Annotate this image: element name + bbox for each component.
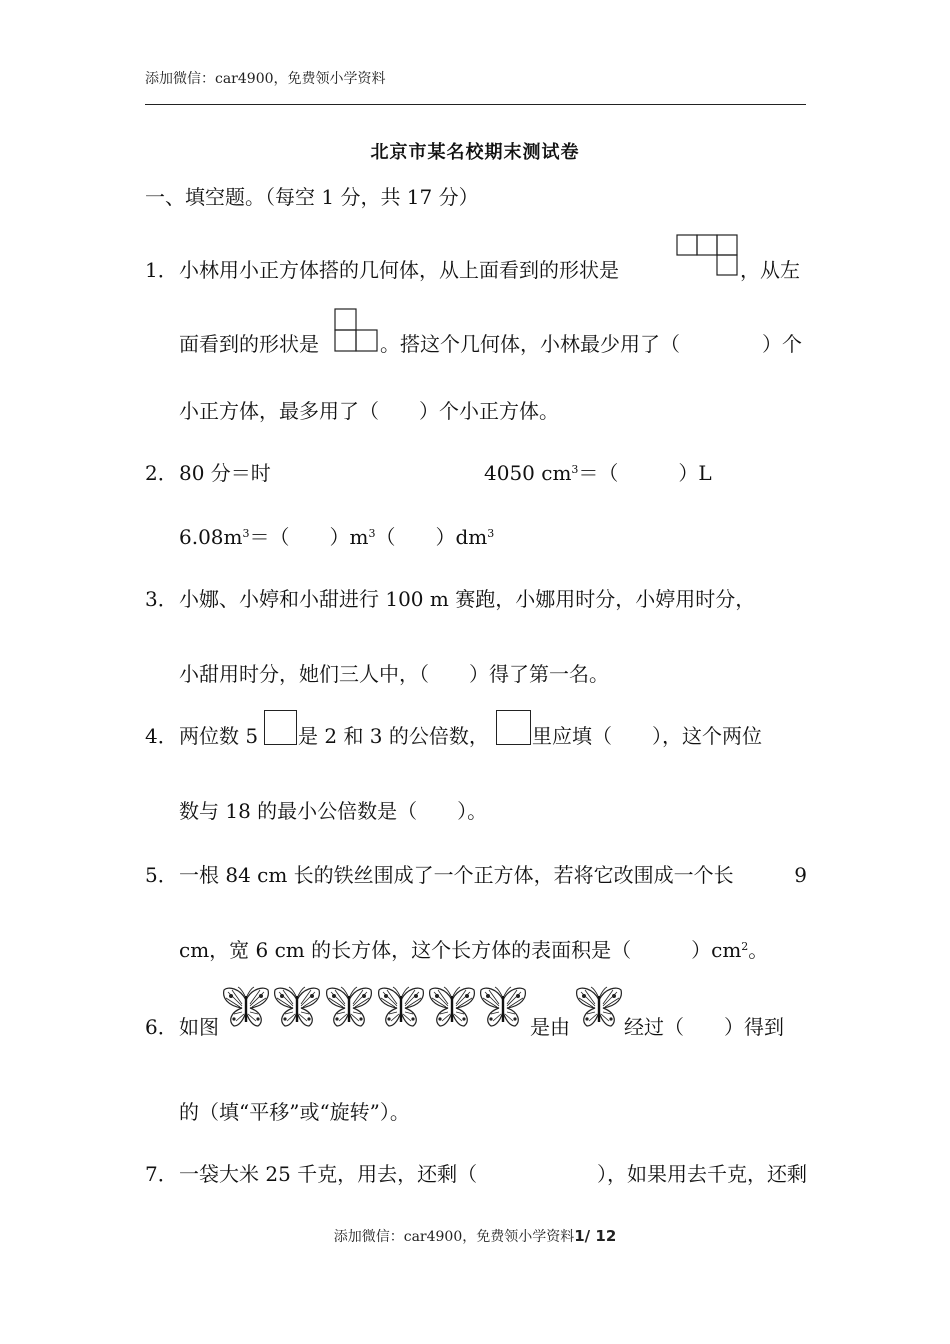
q6-text-a: 如图 bbox=[179, 1015, 219, 1039]
q6-text-c: 经过（ ）得到 bbox=[624, 1015, 784, 1039]
butterfly-icon bbox=[428, 986, 476, 1034]
q5-line2: cm，宽 6 cm 的长方体，这个长方体的表面积是（ ）$cm^2$。 bbox=[179, 938, 769, 962]
digit-blank-box bbox=[496, 710, 531, 745]
q4-line1-text: 两位数 5 bbox=[179, 724, 259, 748]
q2-part-b: 4050 $cm^3=$（ ）L bbox=[484, 461, 712, 485]
butterfly-icon bbox=[575, 986, 623, 1034]
q2-part-a: 80 分＝时 bbox=[179, 461, 271, 485]
q1-line2-text: 面看到的形状是 bbox=[179, 332, 319, 356]
q7-number: 7． bbox=[145, 1162, 178, 1186]
q2-number: 2． bbox=[145, 461, 178, 485]
section-heading: 一、填空题。（每空 1 分，共 17 分） bbox=[145, 185, 479, 209]
q3-number: 3． bbox=[145, 587, 178, 611]
q1-line1-text: 小林用小正方体搭的几何体，从上面看到的形状是 bbox=[179, 258, 619, 282]
page-footer: 添加微信：car4900，免费领小学资料1/ 12 bbox=[333, 1227, 617, 1245]
header-divider bbox=[145, 104, 806, 105]
q1-line2-mid: 。搭这个几何体，小林最少用了（ bbox=[380, 332, 680, 356]
q1-line1-end: ，从左 bbox=[740, 258, 800, 282]
butterfly-icon bbox=[479, 986, 527, 1034]
page-title: 北京市某名校期末测试卷 bbox=[370, 142, 580, 163]
q3-line2: 小甜用时分，她们三人中，（ ）得了第一名。 bbox=[179, 662, 609, 686]
q1-number: 1． bbox=[145, 258, 178, 282]
q5-number: 5． bbox=[145, 863, 178, 887]
q1-line2-end: ）个 bbox=[762, 332, 802, 356]
header-note: 添加微信：car4900，免费领小学资料 bbox=[145, 71, 386, 87]
butterfly-icon bbox=[325, 986, 373, 1034]
butterfly-icon bbox=[377, 986, 425, 1034]
q4-line1-end: 里应填（ ），这个两位 bbox=[532, 724, 762, 748]
q3-line1: 小娜、小婷和小甜进行 100 m 赛跑，小娜用时分，小婷用时分， bbox=[179, 587, 756, 611]
q5-line1: 一根 84 cm 长的铁丝围成了一个正方体，若将它改围成一个长 9 bbox=[179, 863, 807, 887]
top-view-figure bbox=[676, 234, 740, 278]
q4-line2: 数与 18 的最小公倍数是（ ）。 bbox=[179, 799, 488, 823]
q4-line1-mid: 是 2 和 3 的公倍数， bbox=[298, 724, 489, 748]
q1-line3: 小正方体，最多用了（ ）个小正方体。 bbox=[179, 399, 559, 423]
q2-part-c: $6.08m^3=$（ ）$m^3$（ ）$dm^3$ bbox=[179, 525, 495, 549]
butterfly-icon bbox=[222, 986, 270, 1034]
page-number: 1/ 12 bbox=[574, 1227, 617, 1245]
q7-line1: 一袋大米 25 千克，用去，还剩（ ），如果用去千克，还剩 bbox=[179, 1162, 807, 1186]
q6-number: 6． bbox=[145, 1015, 178, 1039]
q6-line2: 的（填“平移”或“旋转”）。 bbox=[179, 1100, 410, 1124]
q6-text-b: 是由 bbox=[530, 1015, 570, 1039]
q4-number: 4． bbox=[145, 724, 178, 748]
butterfly-icon bbox=[273, 986, 321, 1034]
left-view-figure bbox=[334, 308, 378, 354]
digit-blank-box bbox=[264, 710, 297, 745]
